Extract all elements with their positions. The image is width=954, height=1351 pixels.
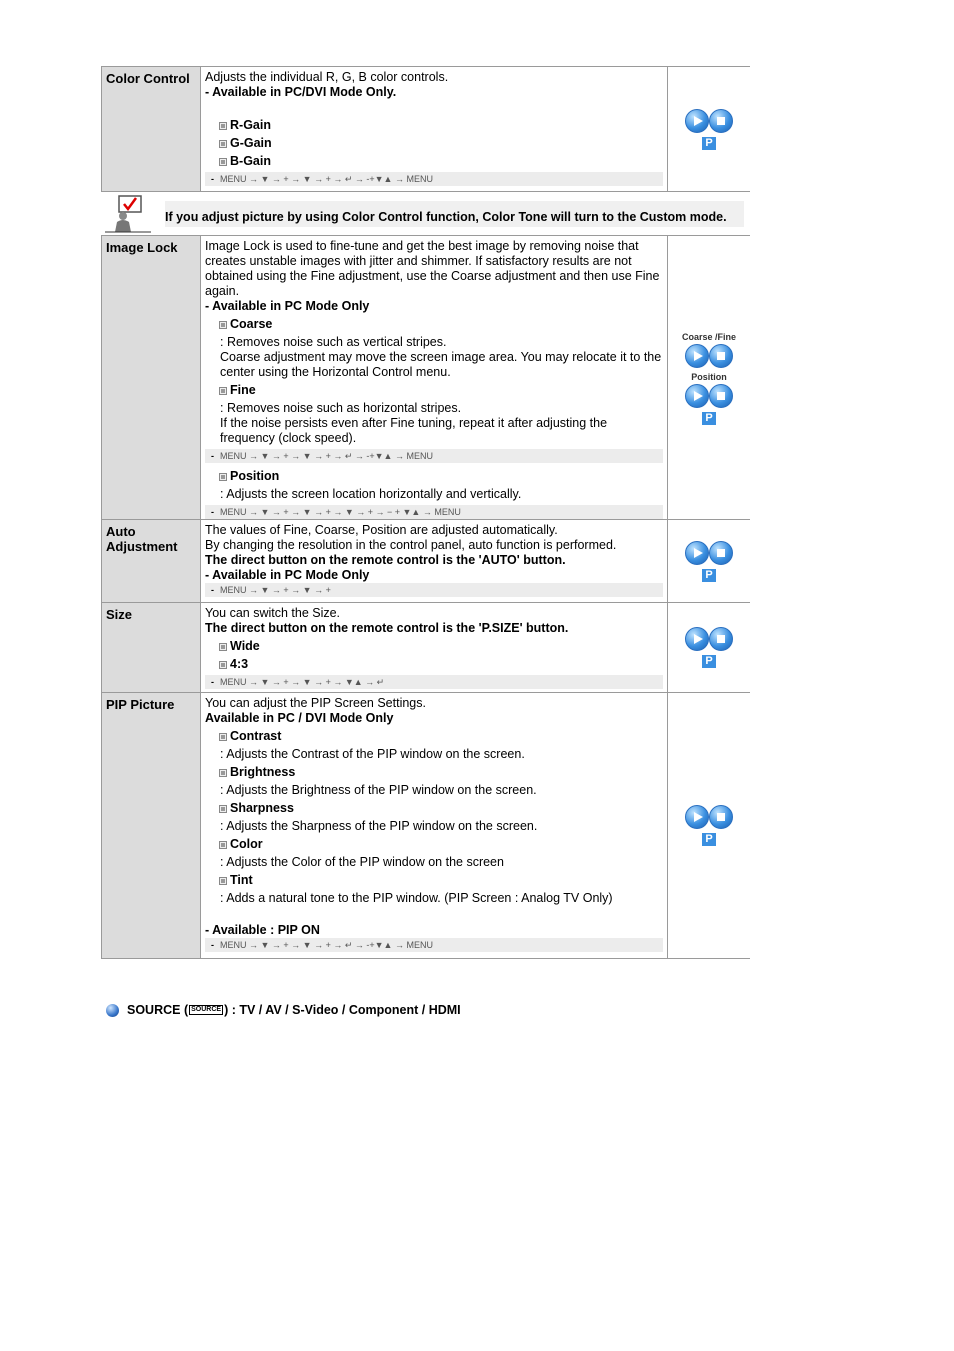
play-button-icon [685,109,709,133]
settings-table [101,66,750,959]
row-desc: By changing the resolution in the control panel, auto function is performed. [205,538,617,552]
note-row [101,192,750,236]
bullet-icon [219,643,227,651]
row-content [201,520,668,602]
bullet-icon [219,877,227,885]
row-label: Auto Adjustment [101,520,201,602]
item-desc: : Adjusts the Color of the PIP window on the screen [220,855,504,869]
availability-note: - Available in PC/DVI Mode Only. [205,85,397,99]
stop-button-icon [709,384,733,408]
availability-note: - Available in PC Mode Only [205,568,370,582]
list-item: Fine [205,383,663,398]
row-label: Size [101,603,201,692]
source-button-icon: SOURCE [191,1006,222,1013]
item-desc: : Adjusts the Brightness of the PIP window on the screen. [220,783,537,797]
menu-path: - MENU → ▼ → + → ▼ → + → ↵ → -+▼▲ → MENU [205,449,663,463]
bullet-icon [219,733,227,741]
note-checklist-icon [103,194,153,234]
list-item: Brightness [205,765,663,780]
row-label: Image Lock [101,236,201,519]
icon-label: Position [691,372,727,382]
remote-buttons [668,693,750,958]
row-content [201,603,668,692]
bullet-icon [219,805,227,813]
row-label: PIP Picture [101,693,201,958]
row-image-lock [101,236,750,520]
source-heading: SOURCE ( SOURCE ) : TV / AV / S-Video / Component / HDMI [106,1003,461,1017]
row-content [201,236,668,519]
item-desc: : Adjusts the Sharpness of the PIP window on the screen. [220,819,538,833]
stop-button-icon [709,541,733,565]
row-pip-picture [101,693,750,959]
list-item: Sharpness [205,801,663,816]
menu-path: - MENU → ▼ → + → ▼ → + [205,583,663,597]
p-button-icon: P [702,412,716,425]
bullet-icon [219,158,227,166]
blue-ball-icon [106,1004,119,1017]
menu-path: - MENU → ▼ → + → ▼ → + → ▼ → + → − + ▼▲ → MENU [205,505,663,519]
remote-buttons [668,603,750,692]
remote-buttons [668,520,750,602]
list-item: Position [205,469,663,484]
bullet-icon [219,473,227,481]
availability-note: Available in PC / DVI Mode Only [205,711,394,725]
item-desc: : Adjusts the Contrast of the PIP window on the screen. [220,747,525,761]
direct-button-note: The direct button on the remote control is the 'P.SIZE' button. [205,621,569,635]
row-desc: You can switch the Size. [205,606,341,620]
item-desc: : Removes noise such as horizontal stripes. If the noise persists even after Fine tuning, repeat it after adjusting the frequency (clock speed). [220,401,608,445]
row-desc: You can adjust the PIP Screen Settings. [205,696,426,710]
stop-button-icon [709,627,733,651]
list-item: G-Gain [205,136,663,151]
stop-button-icon [709,344,733,368]
list-item: Wide [205,639,663,654]
availability-note: - Available : PIP ON [205,923,320,937]
bullet-icon [219,140,227,148]
bullet-icon [219,841,227,849]
list-item: R-Gain [205,118,663,133]
remote-buttons [668,67,750,191]
bullet-icon [219,661,227,669]
p-button-icon: P [702,655,716,668]
bullet-icon [219,387,227,395]
item-desc: : Adjusts the screen location horizontally and vertically. [220,487,522,501]
list-item: 4:3 [205,657,663,672]
remote-buttons [668,236,750,519]
row-desc: Adjusts the individual R, G, B color controls. [205,70,449,84]
row-auto-adjustment [101,520,750,603]
p-button-icon: P [702,833,716,846]
direct-button-note: The direct button on the remote control is the 'AUTO' button. [205,553,566,567]
play-button-icon [685,344,709,368]
bullet-icon [219,321,227,329]
row-content [201,67,668,191]
row-label: Color Control [101,67,201,191]
menu-path: - MENU → ▼ → + → ▼ → + → ▼▲ → ↵ [205,675,663,689]
menu-path: - MENU → ▼ → + → ▼ → + → ↵ → -+▼▲ → MENU [205,172,663,186]
list-item: Tint [205,873,663,888]
play-button-icon [685,627,709,651]
list-item: B-Gain [205,154,663,169]
play-button-icon [685,541,709,565]
availability-note: - Available in PC Mode Only [205,299,370,313]
item-desc: : Removes noise such as vertical stripes. Coarse adjustment may move the screen image area. You may relocate it to the center using the Horizontal Control menu. [220,335,662,379]
item-desc: : Adds a natural tone to the PIP window. (PIP Screen : Analog TV Only) [220,891,613,905]
row-size [101,603,750,693]
stop-button-icon [709,805,733,829]
play-button-icon [685,805,709,829]
icon-label: Coarse /Fine [681,332,737,342]
list-item: Color [205,837,663,852]
row-content [201,693,668,958]
stop-button-icon [709,109,733,133]
list-item: Contrast [205,729,663,744]
row-desc: Image Lock is used to fine-tune and get the best image by removing noise that creates unstable images with jitter and shimmer. If satisfactory results are not obtained using the Fine adjustment, use the Coarse adjustment and then use Fine again. [205,239,660,298]
play-button-icon [685,384,709,408]
bullet-icon [219,122,227,130]
row-color-control [101,67,750,192]
list-item: Coarse [205,317,663,332]
p-button-icon: P [702,137,716,150]
row-desc: The values of Fine, Coarse, Position are adjusted automatically. [205,523,558,537]
menu-path: - MENU → ▼ → + → ▼ → + → ↵ → -+▼▲ → MENU [205,938,663,952]
bullet-icon [219,769,227,777]
note-text: If you adjust picture by using Color Control function, Color Tone will turn to the Custom mode. [165,201,744,227]
p-button-icon: P [702,569,716,582]
